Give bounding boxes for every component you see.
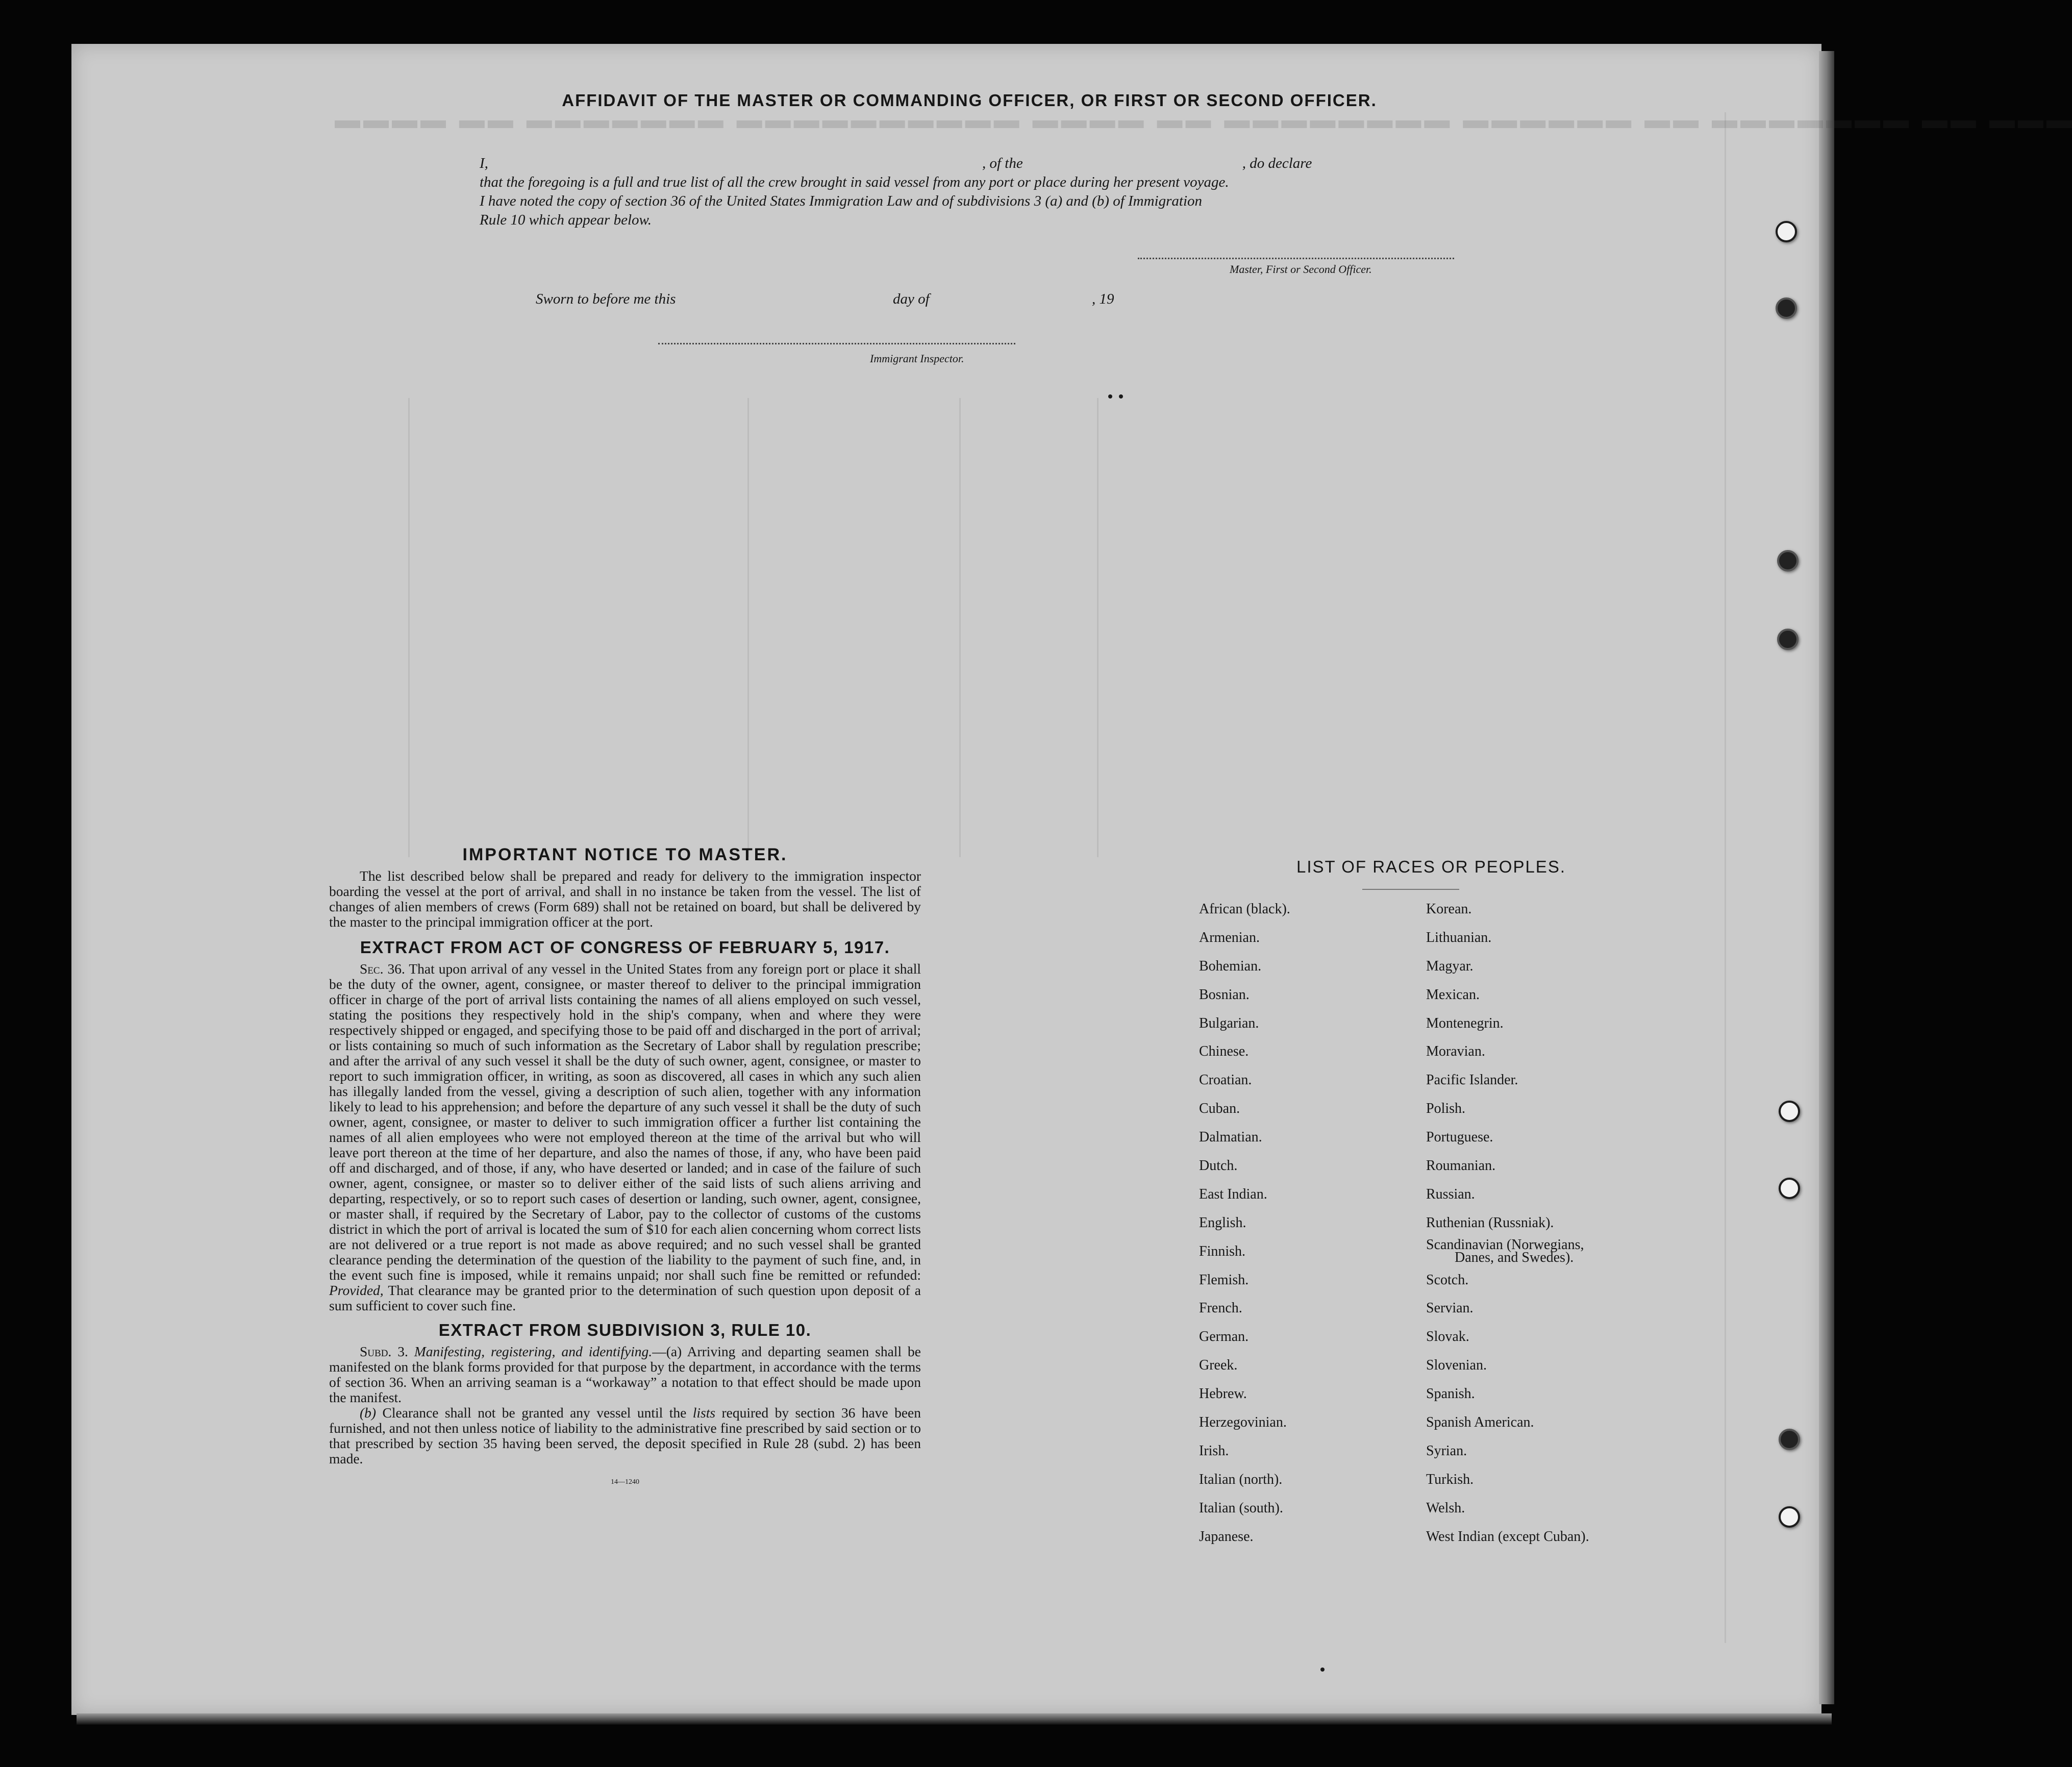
- rule-para-a: [329, 1344, 921, 1405]
- race-item: Spanish.: [1426, 1386, 1475, 1402]
- binding-hole: [1779, 1506, 1800, 1528]
- race-item: Syrian.: [1426, 1442, 1467, 1459]
- affidavit-line-2: that the foregoing is a full and true list of all the crew brought in said vessel from any port or place during her present voyage.: [480, 174, 1229, 190]
- ink-speck: [1320, 1668, 1325, 1672]
- race-item: Mexican.: [1426, 986, 1480, 1003]
- race-item: English.: [1199, 1214, 1246, 1231]
- legal-text-column: [329, 847, 921, 1490]
- binding-hole: [1777, 629, 1799, 650]
- binding-hole: [1779, 1178, 1800, 1199]
- binding-hole: [1777, 550, 1799, 571]
- signature-label: Master, First or Second Officer.: [1230, 263, 1372, 276]
- rule-para-b-label: (b): [360, 1405, 377, 1421]
- bleed-through-rule: [959, 398, 961, 857]
- race-item: Irish.: [1199, 1442, 1229, 1459]
- races-list: [1199, 902, 1658, 1558]
- race-item: East Indian.: [1199, 1186, 1267, 1202]
- bleed-through-rule: [1097, 398, 1099, 857]
- race-item: Ruthenian (Russniak).: [1426, 1214, 1554, 1231]
- race-item: Roumanian.: [1426, 1158, 1496, 1174]
- act-provided: Provided,: [329, 1282, 384, 1298]
- act-body-2: That clearance may be granted prior to the determination of such question upon deposit of a sum sufficient to cover such fine.: [329, 1282, 921, 1313]
- rule-subd-heading: Manifesting, registering, and identifying.: [414, 1343, 653, 1359]
- inspector-label: Immigrant Inspector.: [870, 352, 964, 365]
- race-item: Croatian.: [1199, 1072, 1252, 1088]
- race-item: Scandinavian (Norwegians, Danes, and Swedes).: [1426, 1236, 1584, 1265]
- sworn-statement: [536, 291, 1114, 308]
- affidavit-line-4: Rule 10 which appear below.: [480, 212, 652, 228]
- races-title: LIST OF RACES OR PEOPLES.: [1296, 857, 1566, 876]
- races-title-rule: [1362, 889, 1459, 890]
- rule-subd-label: Subd. 3.: [360, 1343, 408, 1359]
- race-item: Bosnian.: [1199, 986, 1250, 1003]
- race-item: Portuguese.: [1426, 1129, 1493, 1146]
- race-item: Turkish.: [1426, 1471, 1474, 1487]
- race-item: Korean.: [1426, 901, 1472, 917]
- race-item: Spanish American.: [1426, 1414, 1534, 1431]
- inspector-signature-line: [658, 343, 1015, 344]
- affidavit-of-the: , of the: [982, 155, 1023, 171]
- race-item: Moravian.: [1426, 1043, 1485, 1060]
- notice-body: The list described below shall be prepared and ready for delivery to the immigration inspector boarding the vessel at the port of arrival, and shall in no instance be taken from the vessel. The list of changes of alien members of crews (Form 689) shall not be retained on board, but shall be delivered by the master to the principal immigration officer at the port.: [329, 868, 921, 930]
- act-section-label: Sec. 36.: [360, 961, 405, 977]
- race-item: Dalmatian.: [1199, 1129, 1262, 1146]
- rule-para-b-lists: lists: [692, 1405, 716, 1421]
- bleed-through-heading: ▬▬▬ ▬▬ ▬▬▬▬▬▬▬ ▬▬ ▬▬▬▬▬▬ ▬▬▬▬▬▬▬▬ ▬▬ ▬▬▬▬ ▬▬▬▬▬▬▬▬▬▬ ▬▬▬▬▬▬▬ ▬▬ ▬▬▬▬: [332, 105, 2072, 134]
- race-item: French.: [1199, 1300, 1242, 1316]
- day-of-text: day of: [893, 291, 930, 307]
- race-item: Bulgarian.: [1199, 1015, 1259, 1031]
- bleed-through-rule: [408, 398, 410, 857]
- rule-para-b: [329, 1405, 921, 1466]
- race-item: Russian.: [1426, 1186, 1475, 1202]
- bleed-through-rule: [1725, 112, 1726, 1643]
- race-item: Italian (north).: [1199, 1471, 1283, 1487]
- race-item: Scotch.: [1426, 1272, 1469, 1288]
- signature-line: [1138, 258, 1454, 259]
- race-item: German.: [1199, 1329, 1249, 1345]
- race-item: West Indian (except Cuban).: [1426, 1528, 1589, 1545]
- rule-para-b-text-2: required by section 36 have been furnished, and not then unless notice of liability to the administrative fine prescribed by said section or to that prescribed by section 35 having been served, the deposit specified in Rule 28 (subd. 2) has been made.: [329, 1405, 921, 1466]
- act-body-1: That upon arrival of any vessel in the United States from any foreign port or place it shall be the duty of the owner, agent, consignee, or master thereof to deliver to the principal immigration officer in charge of the port of arrival lists containing the names of all aliens employed on such vessel, stating the positions they respectively hold in the ship's company, when and where they were respectively shipped or engaged, and specifying those to be paid off and discharged in the port of arrival; or lists containing so much of such information as the Secretary of Labor shall by regulation prescribe; and after the arrival of any such vessel it shall be the duty of such owner, agent, consignee, or master to report to such immigration officer, in writing, as soon as discovered, all cases in which any such alien has illegally landed from the vessel, giving a description of such alien, together with any information likely to lead to his apprehension; and before the departure of any such vessel it shall be the duty of such owner, agent, consignee, or master to deliver to such immigration officer a further list containing the names of all alien employees who were not employed thereon at the time of the arrival but who will leave port thereon at the time of her departure, and also the names of those, if any, who have been paid off and discharged, and of those, if any, who have deserted or landed; and in case of the failure of such owner, agent, consignee, or master so to deliver either of the said lists of such aliens arriving and departing, respectively, or so to report such cases of desertion or landing, such owner, agent, consignee, or master shall, if required by the Secretary of Labor, pay to the collector of customs of the customs district in which the port of arrival is located the sum of $10 for each alien concerning whom correct lists are not delivered or a true report is not made as above required; and no such vessel shall be granted clearance pending the determination of the question of the liability to the payment of such fine, and, in the event such fine is imposed, while it remains unpaid; nor shall such fine be remitted or refunded:: [329, 961, 921, 1283]
- race-item: Cuban.: [1199, 1101, 1240, 1117]
- race-item: Chinese.: [1199, 1043, 1249, 1060]
- binding-hole: [1779, 1101, 1800, 1122]
- race-item: Montenegrin.: [1426, 1015, 1504, 1031]
- race-item: Slovak.: [1426, 1329, 1469, 1345]
- race-item: Bohemian.: [1199, 958, 1262, 974]
- binding-hole: [1776, 221, 1797, 242]
- affidavit-line-1: [480, 154, 1464, 173]
- race-item: Welsh.: [1426, 1500, 1465, 1516]
- race-item: Magyar.: [1426, 958, 1474, 974]
- race-item: Armenian.: [1199, 929, 1260, 945]
- race-item: Herzegovinian.: [1199, 1414, 1287, 1431]
- race-item: Greek.: [1199, 1357, 1238, 1374]
- page-edge-bottom: [77, 1713, 1832, 1725]
- act-section-36: [329, 961, 921, 1313]
- rule-para-b-text-1: Clearance shall not be granted any vessel until the: [382, 1405, 687, 1421]
- rule-title: EXTRACT FROM SUBDIVISION 3, RULE 10.: [438, 1321, 812, 1339]
- rule-para-a-text: —(a) Arriving and departing seamen shall be manifested on the blank forms provided for that purpose by the department, in accordance with the terms of section 36. When an arriving seaman is a “workaway” a notation to that effect should be made upon the manifest.: [329, 1343, 921, 1405]
- affidavit-i: I,: [480, 155, 488, 171]
- act-title: EXTRACT FROM ACT OF CONGRESS OF FEBRUARY 5, 1917.: [360, 938, 890, 957]
- race-item: Flemish.: [1199, 1272, 1249, 1288]
- bleed-through-rule: [747, 398, 749, 857]
- race-item: Finnish.: [1199, 1243, 1246, 1259]
- race-item: African (black).: [1199, 901, 1290, 917]
- year-text: , 19: [1092, 291, 1114, 307]
- race-item: Pacific Islander.: [1426, 1072, 1518, 1088]
- form-number: 14—1240: [611, 1478, 639, 1486]
- binding-hole: [1779, 1429, 1800, 1450]
- notice-title: IMPORTANT NOTICE TO MASTER.: [462, 845, 788, 864]
- race-item: Servian.: [1426, 1300, 1474, 1316]
- binding-hole: [1776, 297, 1797, 319]
- race-item: Hebrew.: [1199, 1386, 1247, 1402]
- race-item: Japanese.: [1199, 1528, 1254, 1545]
- affidavit-line-3: I have noted the copy of section 36 of the United States Immigration Law and of subdivisions 3 (a) and (b) of Immigration: [480, 193, 1203, 209]
- race-item: Slovenian.: [1426, 1357, 1487, 1374]
- race-item: Lithuanian.: [1426, 929, 1492, 945]
- sworn-text: Sworn to before me this: [536, 291, 676, 307]
- page-edge-right: [1819, 51, 1834, 1704]
- affidavit-do-declare: , do declare: [1242, 155, 1312, 171]
- race-item: Italian (south).: [1199, 1500, 1283, 1516]
- ink-speck: [1108, 394, 1112, 399]
- affidavit-statement: [480, 154, 1464, 230]
- affidavit-title: AFFIDAVIT OF THE MASTER OR COMMANDING OFFICER, OR FIRST OR SECOND OFFICER.: [562, 91, 1377, 110]
- race-item: Dutch.: [1199, 1158, 1238, 1174]
- race-item: Polish.: [1426, 1101, 1466, 1117]
- ink-speck: [1119, 394, 1123, 399]
